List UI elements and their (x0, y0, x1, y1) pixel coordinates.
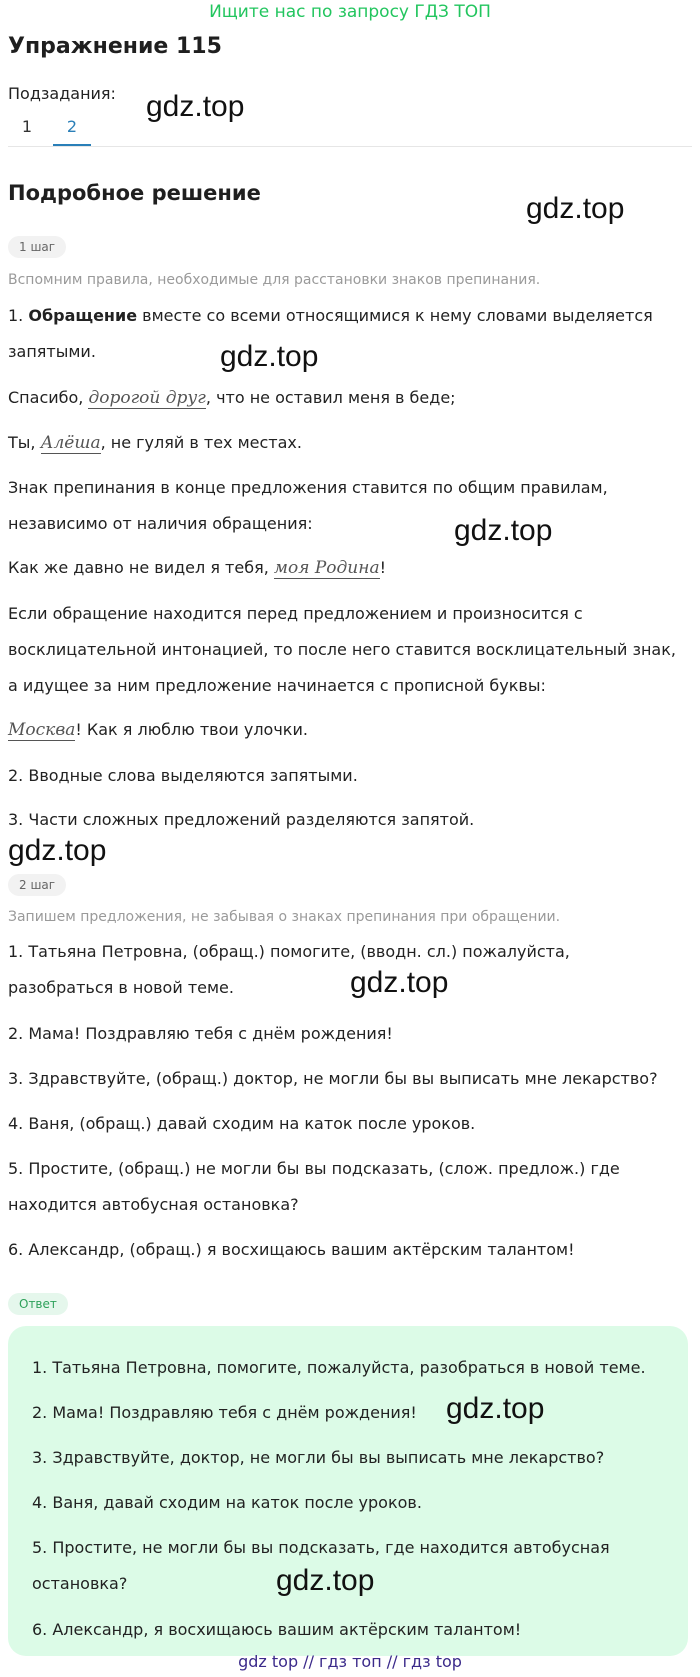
rule-2: 2. Вводные слова выделяются запятыми. (8, 766, 358, 785)
example-text: ! Как я люблю твои улочки. (75, 720, 308, 739)
list-item: 1. Татьяна Петровна, (обращ.) помогите, (вводн. сл.) пожалуйста, разобраться в новой теме. (8, 942, 570, 997)
answer-item: 2. Мама! Поздравляю тебя с днём рождения! (32, 1403, 417, 1422)
list-item: 6. Александр, (обращ.) я восхищаюсь вашим актёрским талантом! (8, 1240, 575, 1259)
watermark: gdz.top (350, 966, 449, 999)
watermark: gdz.top (454, 514, 553, 547)
answer-item: 4. Ваня, давай сходим на каток после уроков. (32, 1493, 422, 1512)
watermark: gdz.top (220, 340, 319, 373)
example-text: Как же давно не видел я тебя, (8, 558, 274, 577)
subtask-tabs (8, 116, 692, 147)
watermark: gdz.top (146, 90, 245, 123)
step-badge: 1 шаг (8, 236, 66, 258)
promo-link[interactable]: Ищите нас по запросу ГДЗ ТОП (209, 2, 491, 22)
answer-badge: Ответ (8, 1293, 68, 1315)
address-underlined: Алёша (40, 433, 101, 453)
rule-text: вместе со всеми относящимися к нему словами выделяется запятыми. (8, 306, 653, 361)
answer-item: 3. Здравствуйте, доктор, не могли бы вы выписать мне лекарство? (32, 1448, 605, 1467)
answer-item: 5. Простите, не могли бы вы подсказать, где находится автобусная остановка? (32, 1538, 610, 1593)
step-badge: 2 шаг (8, 874, 66, 896)
watermark: gdz.top (446, 1392, 545, 1425)
rule-term: Обращение (28, 306, 138, 325)
example-1 (8, 380, 678, 416)
example-text: , не гуляй в тех местах. (100, 433, 302, 452)
step-note: Запишем предложения, не забывая о знаках препинания при обращении. (8, 909, 561, 925)
subtasks-label: Подзадания: (8, 84, 116, 103)
rule-1 (8, 298, 678, 370)
tab-subtask-2[interactable]: 2 (53, 116, 91, 146)
address-underlined: моя Родина (273, 558, 380, 578)
footer-links[interactable]: gdz top // гдз топ // гдз top (238, 1652, 462, 1671)
watermark: gdz.top (276, 1564, 375, 1597)
watermark: gdz.top (8, 834, 107, 867)
rule-number: 1. (8, 306, 24, 325)
example-2 (8, 425, 678, 461)
answer-item: 6. Александр, я восхищаюсь вашим актёрским талантом! (32, 1620, 522, 1639)
example-text: ! (379, 558, 387, 577)
page-title: Упражнение 115 (8, 34, 222, 59)
list-item: 4. Ваня, (обращ.) давай сходим на каток после уроков. (8, 1114, 476, 1133)
example-text: Спасибо, (8, 388, 89, 407)
list-item: 5. Простите, (обращ.) не могли бы вы подсказать, (слож. предлож.) где находится автобусная остановка? (8, 1159, 620, 1214)
list-item: 3. Здравствуйте, (обращ.) доктор, не могли бы вы выписать мне лекарство? (8, 1069, 658, 1088)
example-3 (8, 550, 678, 586)
example-4 (8, 712, 678, 748)
rule-exclamation: Если обращение находится перед предложением и произносится с восклицательной интонацией, то после него ставится восклицательный знак, а идущее за ним предложение начинается с прописной буквы: (8, 604, 676, 695)
step-note: Вспомним правила, необходимые для расстановки знаков препинания. (8, 272, 541, 288)
watermark: gdz.top (526, 192, 625, 225)
section-title: Подробное решение (8, 181, 261, 205)
rule-end-punctuation: Знак препинания в конце предложения ставится по общим правилам, независимо от наличия обращения: (8, 478, 608, 533)
list-item: 2. Мама! Поздравляю тебя с днём рождения! (8, 1024, 393, 1043)
address-underlined: Москва (8, 720, 76, 740)
answer-item: 1. Татьяна Петровна, помогите, пожалуйста, разобраться в новой теме. (32, 1358, 646, 1377)
address-underlined: дорогой друг (88, 388, 206, 408)
example-text: , что не оставил меня в беде; (205, 388, 456, 407)
tab-subtask-1[interactable]: 1 (21, 117, 33, 136)
example-text: Ты, (8, 433, 41, 452)
rule-3: 3. Части сложных предложений разделяются запятой. (8, 810, 475, 829)
